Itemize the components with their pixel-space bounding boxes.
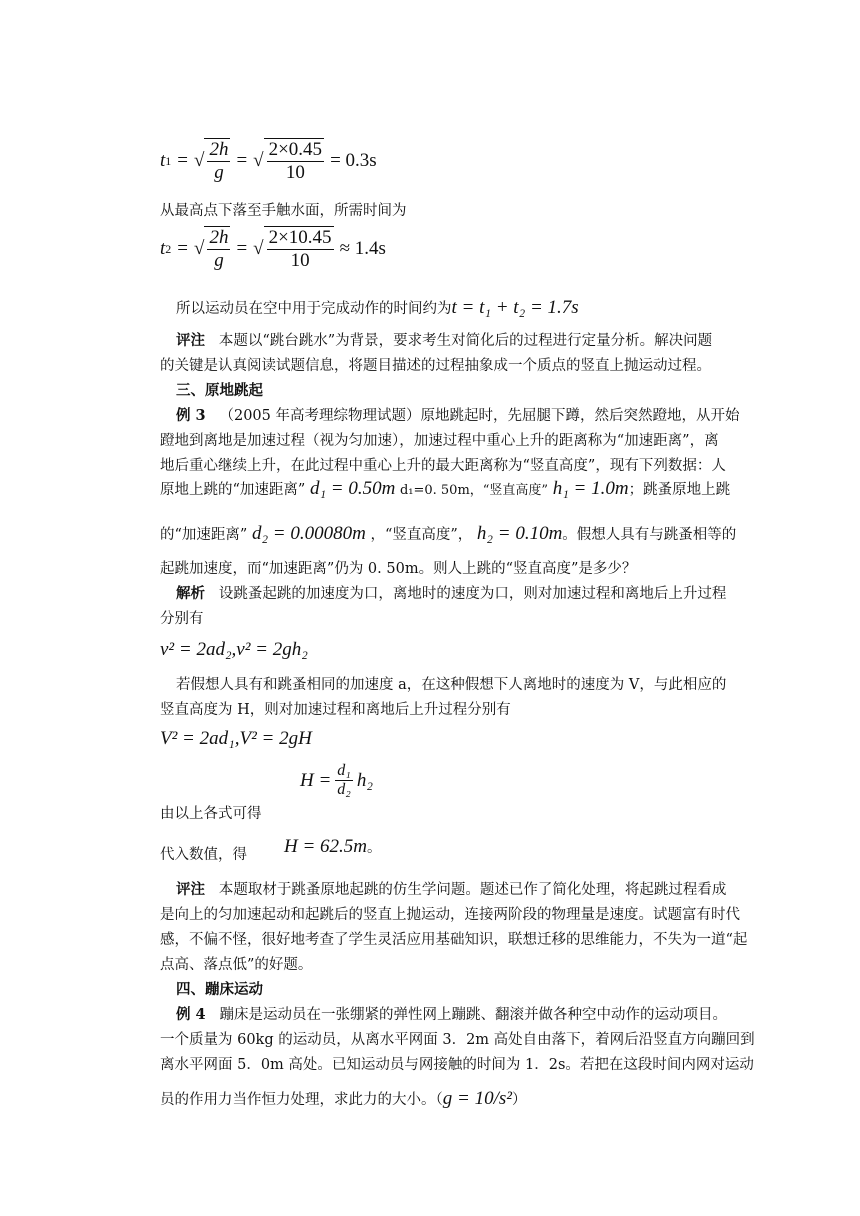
- comment3-line4: 点高、落点低”的好题。: [160, 957, 313, 973]
- frac-num-2h-2: 2h: [209, 227, 229, 248]
- comment3-text1: 本题取材于跳蚤原地起跳的仿生学问题。题述已作了简化处理，将起跳过程看成: [218, 882, 727, 898]
- comment2-line1: [176, 329, 712, 350]
- ex3-text4c: ；跳蚤原地上跳: [628, 482, 731, 498]
- frac-num-2h: 2h: [209, 139, 229, 160]
- ex3-line4: [160, 478, 730, 500]
- t2-result: ≈ 1.4s: [339, 238, 386, 259]
- ex3-line2: 蹬地到离地是加速过程（视为匀加速），加速过程中重心上升的距离称为“加速距离”，离: [160, 433, 719, 449]
- section4-heading: 四、蹦床运动: [176, 981, 263, 998]
- sqrt-2h-g-2: √ $\frac{2h}{g}$: [194, 227, 229, 271]
- ex3-text4a: 原地上跳的“加速距离”: [160, 482, 306, 498]
- formula-t2: t 2 = √ $\frac{2h}{g}$ = √ $\frac{2\times 10.45}{10}$ ≈ 1.4s: [160, 227, 386, 271]
- ex4-line4: [160, 1088, 526, 1110]
- ex3-text5c: 。假想人具有与跳蚤相等的: [562, 527, 737, 543]
- ex4-text4a: 员的作用力当作恒力处理，求此力的大小。（: [160, 1092, 443, 1108]
- formula-H-value: H = 62.5m: [284, 836, 368, 857]
- H-frac-num: d₁: [337, 762, 351, 779]
- comment3-line2: 是向上的匀加速起动和起跳后的竖直上抛运动，连接两阶段的物理量是速度。试题富有时代: [160, 907, 740, 923]
- sol3-text1: 设跳蚤起跳的加速度为口，离地时的速度为口，则对加速过程和离地后上升过程: [218, 586, 727, 602]
- ex3-text4b: d₁=0. 50m，“竖直高度”: [399, 483, 549, 498]
- frac-den-t1: 10: [285, 162, 305, 183]
- formula-d1: d₁ = 0.50m: [309, 478, 396, 499]
- comment3-line1: [176, 878, 726, 899]
- t1-symbol: t: [160, 150, 166, 171]
- formula-h1: h₁ = 1.0m: [552, 478, 629, 499]
- sol3-label: 解析: [176, 585, 205, 602]
- sol3-line1: [176, 582, 726, 603]
- ex3-text5b: ，“竖直高度”，: [370, 527, 473, 543]
- formula-t1: t 1 = √ $\frac{2h}{g}$ = √ $\frac{2\times 0.45}{10}$ = 0.3s: [160, 139, 377, 183]
- ex3-line5: [160, 523, 736, 545]
- H-frac-den: d₂: [337, 781, 351, 798]
- total-time-line: [176, 297, 579, 319]
- comment3-line3: 感，不偏不怪，很好地考查了学生灵活应用基础知识，联想迁移的思维能力，不失为一道“起: [160, 932, 748, 948]
- ex3-text5a: 的“加速距离”: [160, 527, 248, 543]
- formula-flea-equations: v² = 2ad₂,v² = 2gh₂: [160, 639, 308, 660]
- section3-heading: 三、原地跳起: [176, 382, 263, 399]
- frac-den-t2: 10: [290, 250, 310, 271]
- ex4-text4b: ）: [511, 1092, 527, 1108]
- period-mark: 。: [367, 840, 382, 856]
- ex3-line6: 起跳加速度，而“加速距离”仍为 0. 50m。则人上跳的“竖直高度”是多少？: [160, 561, 637, 577]
- frac-num-t2: 2×10.45: [268, 227, 332, 248]
- comment3-label: 评注: [176, 881, 205, 898]
- sol3-line2: 分别有: [160, 611, 204, 627]
- sol3-line4: 竖直高度为 H，则对加速过程和离地后上升过程分别有: [160, 702, 511, 718]
- ex3-text1: （2005 年高考理综物理试题）原地跳起时，先屈腿下蹲，然后突然蹬地，从开始: [219, 408, 740, 424]
- fall-intro-text: 从最高点下落至手触水面，所需时间为: [160, 203, 407, 219]
- comment2-line2: 的关键是认真阅读试题信息，将题目描述的过程抽象成一个质点的竖直上抛运动过程。: [160, 358, 711, 374]
- substitute-line: [160, 843, 247, 864]
- H-tail: h₂: [356, 769, 373, 791]
- t2-symbol: t: [160, 238, 166, 259]
- frac-den-g-2: g: [214, 250, 224, 271]
- from-above-text: 由以上各式可得: [160, 806, 262, 822]
- comment2-label: 评注: [176, 332, 205, 349]
- frac-num-t1: 2×0.45: [268, 139, 323, 160]
- ex3-line3: 地后重心继续上升，在此过程中重心上升的最大距离称为“竖直高度”，现有下列数据：人: [160, 458, 726, 474]
- ex4-text1: 蹦床是运动员在一张绷紧的弹性网上蹦跳、翻滚并做各种空中动作的运动项目。: [219, 1007, 727, 1023]
- formula-human-equations: V² = 2ad₁,V² = 2gH: [160, 728, 312, 749]
- sol3-line3: 若假想人具有和跳蚤相同的加速度 a，在这种假想下人离地时的速度为 V，与此相应的: [176, 677, 727, 693]
- H-lhs: H =: [300, 769, 332, 791]
- ex3-line1: [176, 404, 739, 425]
- ex3-label: 例 3: [176, 407, 206, 424]
- frac-den-g: g: [214, 162, 224, 183]
- ex4-line2: 一个质量为 60kg 的运动员，从离水平网面 3．2m 高处自由落下，着网后沿竖直方向蹦回到: [160, 1032, 755, 1048]
- sqrt-numeric-t2: √ $\frac{2\times 10.45}{10}$: [253, 227, 332, 271]
- total-intro-text: 所以运动员在空中用于完成动作的时间约为: [176, 301, 452, 317]
- sqrt-2h-g: √ $\frac{2h}{g}$: [194, 139, 229, 183]
- t2-subscript: 2: [165, 241, 172, 256]
- substitute-text: 代入数值，得: [160, 847, 247, 863]
- formula-g: g = 10/s²: [442, 1088, 512, 1109]
- formula-t-total: t = t₁ + t₂ = 1.7s: [451, 297, 579, 318]
- ex4-label: 例 4: [176, 1006, 206, 1023]
- t1-result: = 0.3s: [330, 150, 377, 171]
- formula-d2: d₂ = 0.00080m: [251, 523, 366, 544]
- H-value-line: [284, 836, 382, 858]
- formula-H-expression: [300, 762, 373, 799]
- ex4-line3: 离水平网面 5．0m 高处。已知运动员与网接触的时间为 1．2s。若把在这段时间内网对运动: [160, 1057, 754, 1073]
- t1-subscript: 1: [165, 153, 172, 168]
- formula-h2: h₂ = 0.10m: [476, 523, 563, 544]
- comment2-text1: 本题以“跳台跳水”为背景，要求考生对简化后的过程进行定量分析。解决问题: [218, 333, 713, 349]
- ex4-line1: [176, 1003, 727, 1024]
- sqrt-numeric-t1: √ $\frac{2\times 0.45}{10}$: [253, 139, 323, 183]
